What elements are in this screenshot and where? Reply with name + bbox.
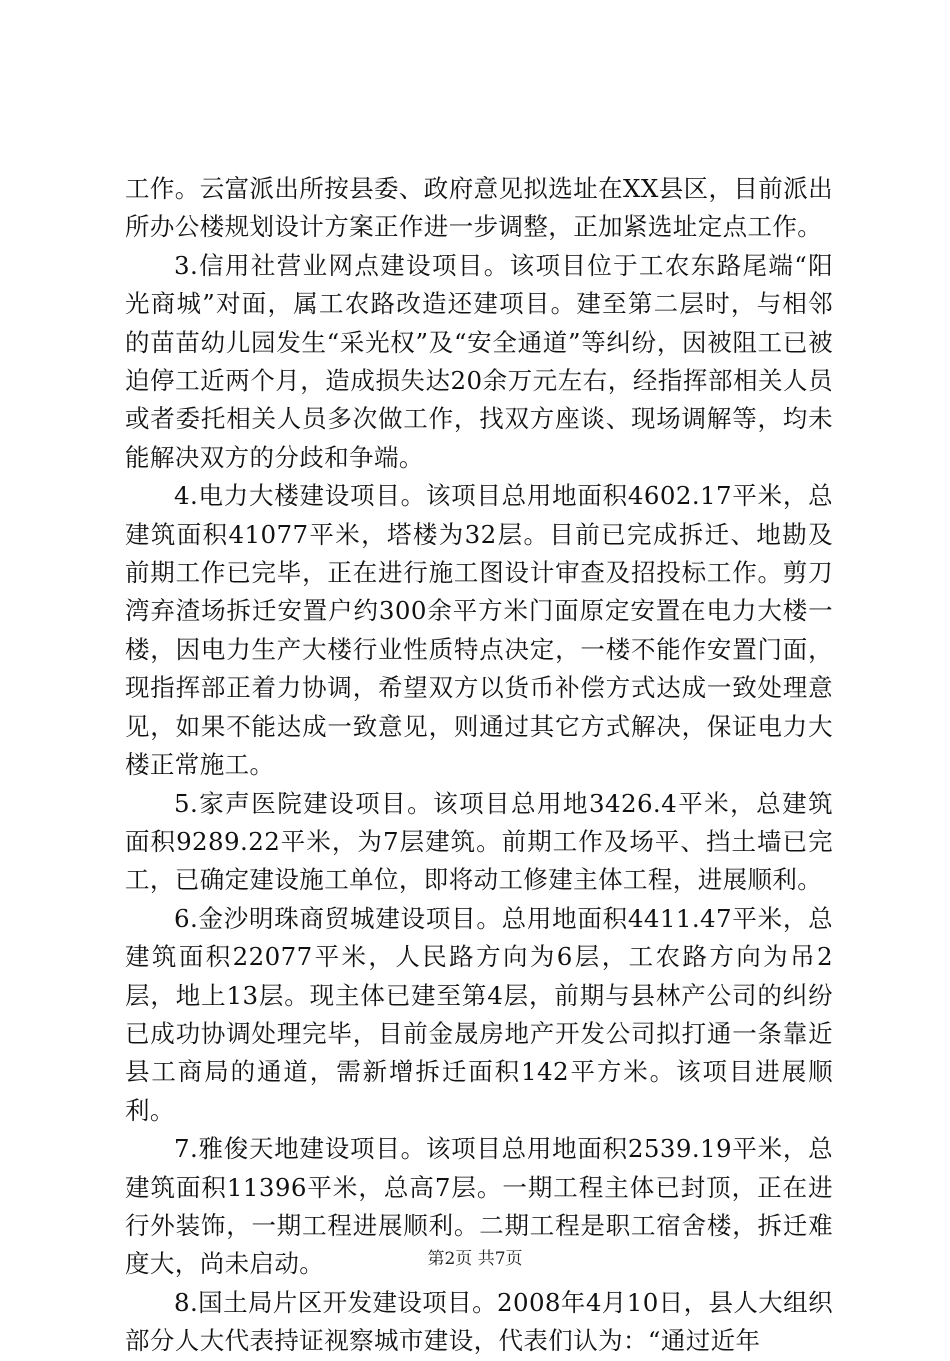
document-body <box>125 170 833 1361</box>
paragraph-item-8: 8.国土局片区开发建设项目。2008年4月10日，县人大组织部分人大代表持证视察城市建设，代表们认为：“通过近年 <box>125 1287 833 1356</box>
paragraph-continuation: 工作。云富派出所按县委、政府意见拟选址在XX县区，目前派出所办公楼规划设计方案正作进一步调整，正加紧选址定点工作。 <box>125 174 833 242</box>
paragraph-item-7: 7.雅俊天地建设项目。该项目总用地面积2539.19平米，总建筑面积11396平米，总高7层。一期工程主体已封顶，正在进行外装饰，一期工程进展顺利。二期工程是职工宿舍楼，拆迁难度大，尚未启动。 <box>125 1134 833 1279</box>
paragraph-item-4: 4.电力大楼建设项目。该项目总用地面积4602.17平米，总建筑面积41077平米，塔楼为32层。目前已完成拆迁、地勘及前期工作已完毕，正在进行施工图设计审查及招投标工作。剪刀湾弃渣场拆迁安置户约300余平方米门面原定安置在电力大楼一楼，因电力生产大楼行业性质特点决定，一楼不能作安置门面，现指挥部正着力协调，希望双方以货币补偿方式达成一致处理意见，如果不能达成一致意见，则通过其它方式解决，保证电力大楼正常施工。 <box>125 481 833 780</box>
page-footer: 第2页 共7页 <box>427 1249 523 1269</box>
paragraph-item-3: 3.信用社营业网点建设项目。该项目位于工农东路尾端“阳光商城”对面，属工农路改造还建项目。建至第二层时，与相邻的苗苗幼儿园发生“采光权”及“安全通道”等纠纷，因被阻工已被迫停工近两个月，造成损失达20余万元左右，经指挥部相关人员或者委托相关人员多次做工作，找双方座谈、现场调解等，均未能解决双方的分歧和争端。 <box>125 250 833 472</box>
paragraph-item-6: 6.金沙明珠商贸城建设项目。总用地面积4411.47平米，总建筑面积22077平米，人民路方向为6层，工农路方向为吊2层，地上13层。现主体已建至第4层，前期与县林产公司的纠纷已成功协调处理完毕，目前金晟房地产开发公司拟打通一条靠近县工商局的通道，需新增拆迁面积142平方米。该项目进展顺利。 <box>125 903 833 1125</box>
paragraph-item-5: 5.家声医院建设项目。该项目总用地3426.4平米，总建筑面积9289.22平米，为7层建筑。前期工作及场平、挡土墙已完工，已确定建设施工单位，即将动工修建主体工程，进展顺利。 <box>125 788 833 895</box>
